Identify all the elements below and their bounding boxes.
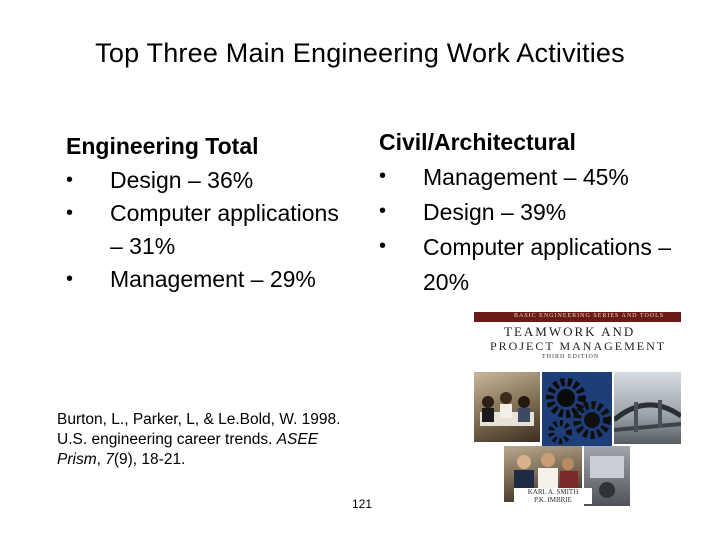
citation-line	[57, 430, 437, 450]
engineering-total-column	[66, 131, 356, 296]
citation-volume: 7	[105, 451, 114, 468]
list-item-text: Design – 36%	[110, 167, 254, 193]
citation-issue-pages: (9), 18-21.	[113, 451, 186, 468]
book-coauthor-name: P.K. IMBRIE	[534, 496, 572, 504]
list-item	[379, 160, 709, 195]
list-item-text: Computer applications – 20%	[423, 234, 672, 295]
civil-architectural-heading: Civil/Architectural	[379, 129, 576, 155]
bullet-icon: •	[66, 169, 74, 191]
page-number: 121	[352, 497, 373, 511]
bullet-icon: •	[379, 200, 387, 222]
slide-title: Top Three Main Engineering Work Activities	[95, 38, 625, 68]
civil-architectural-list	[379, 160, 709, 300]
citation-separator: ,	[96, 451, 106, 468]
list-item-text: Design – 39%	[423, 199, 567, 225]
list-item-text: Computer applications – 31%	[110, 200, 339, 259]
citation-authors: Burton, L., Parker, L, & Le.Bold, W. 1998.	[57, 411, 341, 428]
citation-journal-part: ASEE	[276, 431, 319, 448]
meeting-photo	[474, 372, 540, 442]
book-series-label: BASIC ENGINEERING SERIES AND TOOLS	[514, 313, 665, 319]
list-item	[66, 263, 356, 296]
book-author-name: KARL A. SMITH	[527, 488, 579, 496]
engineering-total-heading: Engineering Total	[66, 133, 259, 159]
bullet-icon: •	[66, 268, 74, 290]
list-item	[379, 230, 709, 300]
list-item	[379, 195, 709, 230]
list-item	[66, 164, 356, 197]
engineering-total-list	[66, 164, 356, 296]
civil-architectural-column	[379, 126, 709, 300]
book-title-line1: TEAMWORK AND	[504, 324, 636, 339]
list-item-text: Management – 45%	[423, 164, 629, 190]
book-cover-image	[474, 312, 681, 518]
book-series-band	[474, 312, 681, 322]
bullet-icon: •	[66, 202, 74, 224]
bullet-icon: •	[379, 165, 387, 187]
list-item	[66, 197, 356, 263]
bullet-icon: •	[379, 235, 387, 257]
citation	[57, 410, 437, 470]
citation-line	[57, 410, 437, 430]
book-title-line2: PROJECT MANAGEMENT	[490, 339, 667, 353]
bridge-photo	[614, 372, 681, 444]
citation-article-title: U.S. engineering career trends.	[57, 431, 277, 448]
gears-photo	[542, 372, 612, 446]
list-item-text: Management – 29%	[110, 266, 316, 292]
book-edition: THIRD EDITION	[542, 354, 600, 360]
citation-journal-part: Prism	[57, 451, 97, 468]
book-author	[514, 488, 592, 504]
citation-line	[57, 450, 437, 470]
